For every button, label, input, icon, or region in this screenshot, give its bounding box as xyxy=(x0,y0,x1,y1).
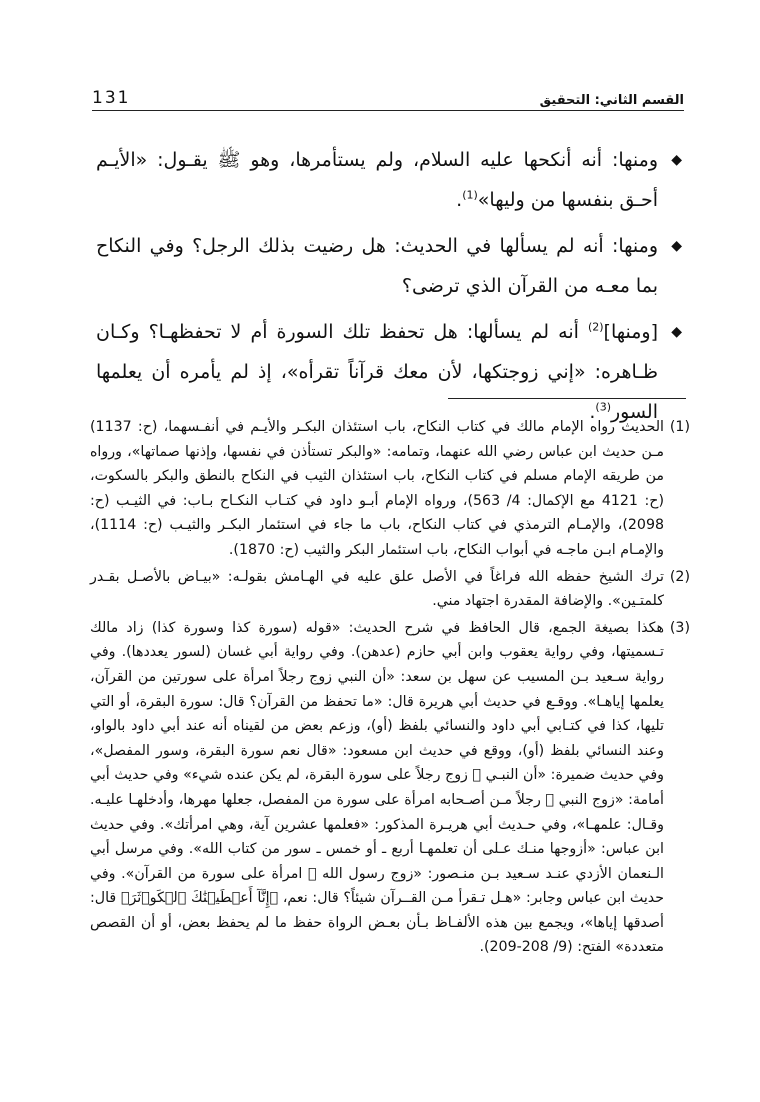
bullet-item xyxy=(96,226,686,306)
footnotes xyxy=(90,415,690,962)
footnote-ref[interactable]: (1) xyxy=(462,188,478,202)
bullet-icon: ◆ xyxy=(671,238,682,254)
main-text xyxy=(96,140,686,438)
running-head: القسم الثاني: التحقيق xyxy=(539,93,684,108)
bullet-prefix: [ومنها] xyxy=(603,321,658,343)
bullet-text: أنه لم يسألها: هل تحفظ تلك السورة أم لا تحفظهـا؟ وكـان ظـاهره: «إني زوجتكها، لأن معك قرآناً تقرأه»، إذ لم يأمره أن يعلمها السور xyxy=(96,321,658,423)
footnote-text: الحديث رواه الإمام مالك في كتاب النكاح، باب استئذان البكـر والأيـم في أنفـسهما، (ح: 1137) مـن حديث ابن عباس رضي الله عنهما، وتمامه: «والبكر تستأذن في نفسها، وإذنها صماتها»، ورواه من طريقه الإمام مسلم في كتاب النكاح، باب استئذان الثيب في النكاح بالنطق والبكر بالسكوت، (ح: 4121 مع الإكمال: 4/ 563)، ورواه الإمام أبـو داود في كتـاب النكـاح بـاب: في الثيـب (ح: 2098)، والإمـام الترمذي في كتاب النكاح، باب ما جاء في استئمار البكـر والثيـب (ح: 1114)، والإمـام ابـن ماجـه في أبواب النكاح، باب استئمار البكر والثيب (ح: 1870). xyxy=(90,419,664,558)
bullet-text: ومنها: أنه لم يسألها في الحديث: هل رضيت بذلك الرجل؟ وفي النكاح بما معـه من القرآن الذي ترضى؟ xyxy=(96,235,658,297)
footnote-text: هكذا بصيغة الجمع، قال الحافظ في شرح الحديث: «قوله (سورة كذا وسورة كذا) زاد مالك تـسميتها، وفي رواية يعقوب وابن أبي حازم (عدهن). وفي رواية أبي غسان (لسور يعددها). وفي رواية سـعيد بـن المسيب عن سهل بن سعد: «أن النبي زوج رجلاً امرأة على سورتين من القرآن، يعلمها إياهـا». ووقـع في حديث أبي هريرة قال: «ما تحفظ من القرآن؟ قال: سورة البقرة، أو التي تليها، كذا في كتـابي أبي داود والنسائي بلفظ (أو)، وزعم بعض من لقيناه أنه عند أبي داود بالواو، وعند النسائي بلفظ (أو)، ووقع في حديث ابن مسعود: «قال نعم سورة البقرة، وسور المفصل»، وفي حديث ضميرة: «أن النبـي ﷺ زوج رجلاً على سورة البقرة، لم يكن عنده شيء» وفي حديث أبي أمامة: «زوج النبي ﷺ رجلاً مـن أصـحابه امرأة على سورة من المفصل، جعلها مهرها، وأدخلهـا عليـه. وقـال: علمهـا»، وفي حـديث أبي هريـرة المذكور: «فعلمها عشرين آية، وهي امرأتك». وفي حديث ابن عباس: «أزوجها منـك عـلى أن تعلمهـا أربع ـ أو خمس ـ سور من كتاب الله». وفي مرسل أبي الـنعمان الأزدي عنـد سـعيد بـن منـصور: «زوج رسول الله ﷺ امرأة على سورة من القرآن». وفي حديث ابن عباس وجابر: «هـل تـقرأ مـن القــرآن شيئاً؟ قال: نعم، ﴿إِنَّآ أَعۡطَيۡنَٰكَ ٱلۡكَوۡثَرَ﴾ قال: أصدقها إياها»، ويجمع بين هذه الألفـاظ بـأن بعـض الرواة حفظ ما لم يحفظ بعض، أو أن القصص متعددة» الفتح: (9/ 208-209). xyxy=(90,619,664,956)
bullet-list xyxy=(96,140,686,432)
page-number: 131 xyxy=(92,88,131,108)
footnote-ref[interactable]: (3) xyxy=(595,400,611,414)
footnote-text: ترك الشيخ حفظه الله فراغاً في الأصل علق عليه في الهـامش بقولـه: «بيـاض بالأصـل بقـدر كلمتـين». والإضافة المقدرة اجتهاد مني. xyxy=(90,568,664,610)
bullet-end: . xyxy=(589,401,596,423)
footnote-number: (3) xyxy=(669,619,690,636)
header-divider xyxy=(92,110,684,111)
bullet-icon: ◆ xyxy=(671,152,682,168)
footnote-ref[interactable]: (2) xyxy=(587,320,604,334)
footnote xyxy=(90,565,690,614)
footnote-number: (2) xyxy=(669,568,690,585)
footnote-number: (1) xyxy=(669,419,690,435)
bullet-item xyxy=(96,140,686,220)
page-header xyxy=(92,84,684,108)
bullet-text: ومنها: أنه أنكحها عليه السلام، ولم يستأمرها، وهو ﷺ يقـول: «الأيـم أحـق بنفسها من وليها» xyxy=(96,149,658,211)
bullet-item xyxy=(96,312,686,432)
footnote xyxy=(90,415,690,563)
bullet-icon: ◆ xyxy=(671,324,682,340)
footnote xyxy=(90,616,690,960)
footnote-divider xyxy=(448,398,686,399)
bullet-end: . xyxy=(456,189,463,211)
